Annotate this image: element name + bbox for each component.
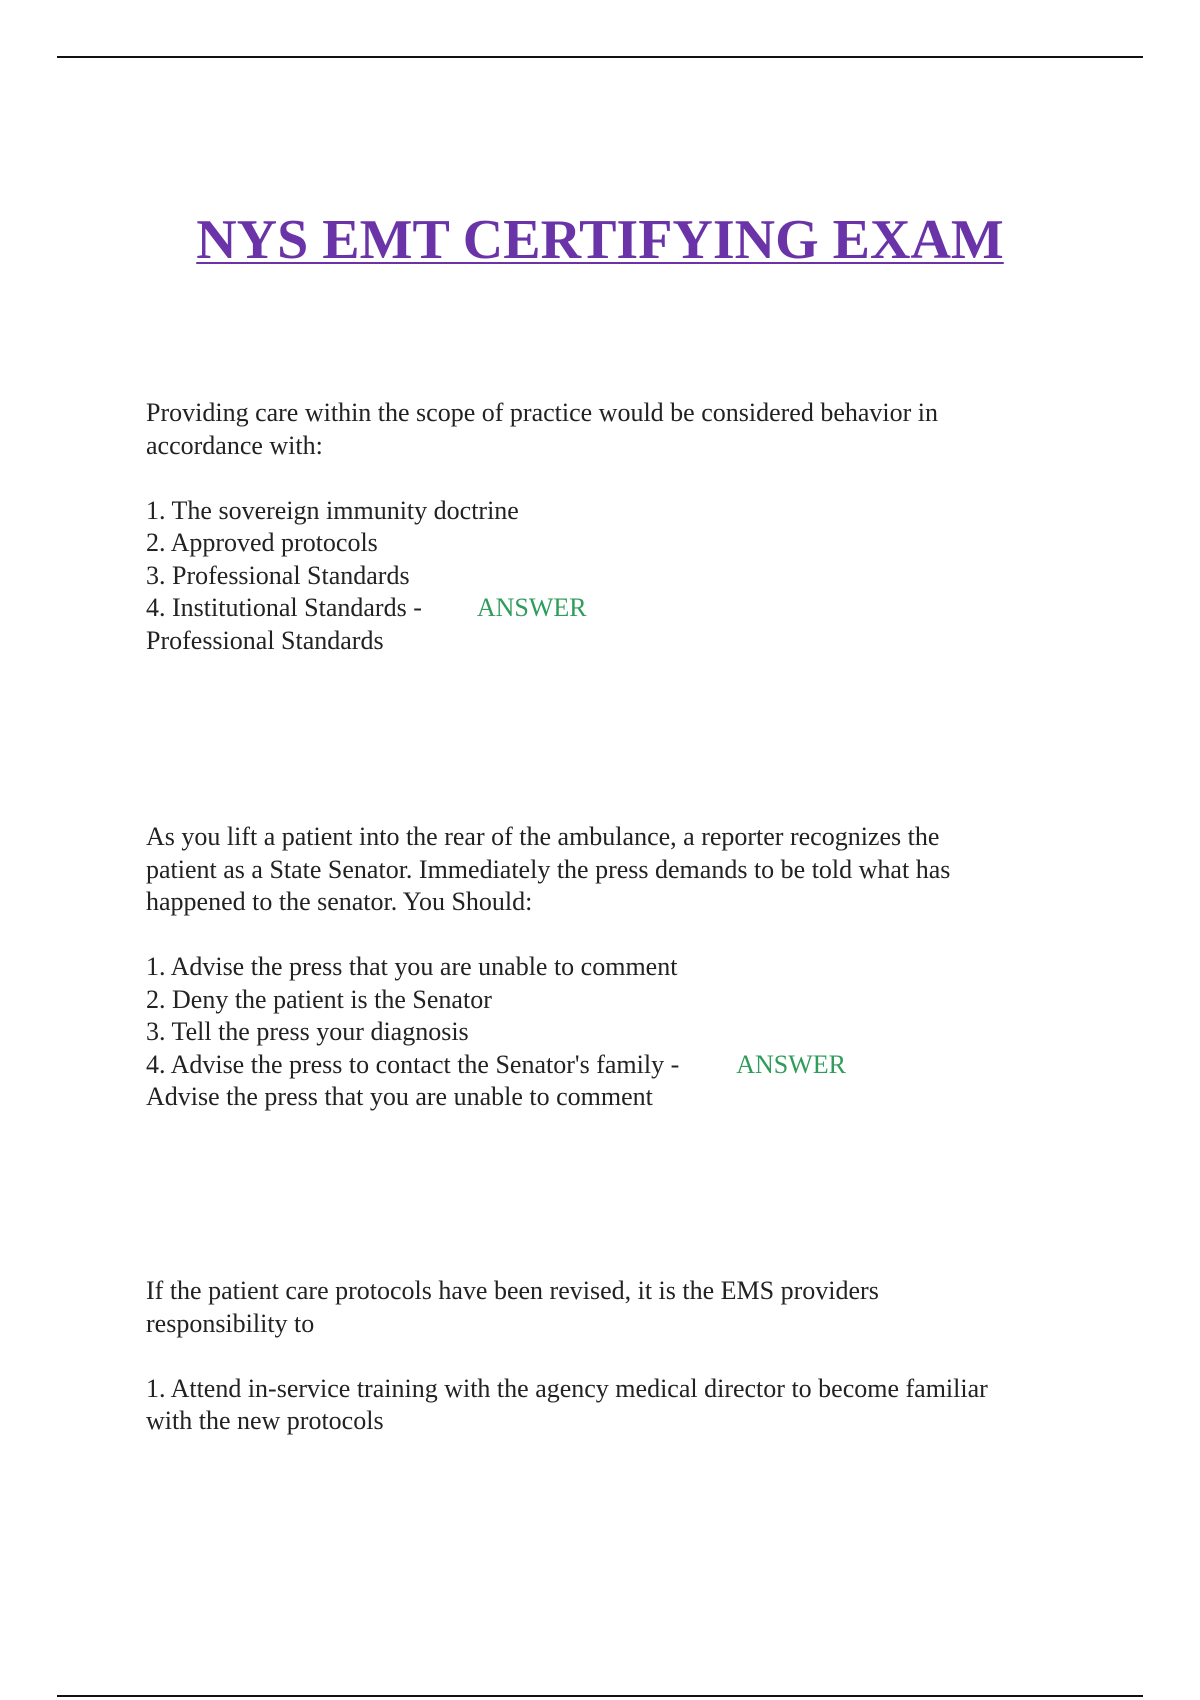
question-stem-line: As you lift a patient into the rear of the ambulance, a reporter recognizes the — [146, 822, 940, 851]
spacer — [146, 1340, 1096, 1373]
spacer — [146, 462, 1096, 495]
option-item: 4. Institutional Standards - — [146, 593, 422, 622]
question-stem-line: responsibility to — [146, 1308, 315, 1338]
page-title: NYS EMT CERTIFYING EXAM — [196, 209, 1004, 271]
top-rule — [57, 56, 1143, 58]
option-item: 1. The sovereign immunity doctrine — [146, 495, 519, 525]
question-3 — [146, 1275, 1096, 1438]
answer-text: Advise the press that you are unable to comment — [146, 1082, 653, 1111]
option-item: 1. Advise the press that you are unable to comment — [146, 952, 678, 981]
answer-label: ANSWER — [736, 1049, 847, 1079]
option-item-with-answer — [146, 592, 1096, 625]
option-item: 4. Advise the press to contact the Senator's family - — [146, 1049, 680, 1079]
option-item: 3. Tell the press your diagnosis — [146, 1017, 469, 1046]
question-2 — [146, 821, 1096, 1114]
question-stem-line: patient as a State Senator. Immediately the press demands to be told what has — [146, 854, 951, 884]
option-item: 1. Attend in-service training with the agency medical director to become familiar — [146, 1373, 988, 1403]
option-item: 3. Professional Standards — [146, 560, 410, 590]
answer-text: Professional Standards — [146, 625, 384, 655]
option-item-with-answer — [146, 1049, 1096, 1082]
question-stem-line: If the patient care protocols have been revised, it is the EMS providers — [146, 1276, 879, 1305]
question-stem-line: accordance with: — [146, 430, 323, 460]
option-item: 2. Deny the patient is the Senator — [146, 984, 492, 1014]
answer-label: ANSWER — [476, 593, 587, 622]
question-1 — [146, 397, 1096, 657]
question-stem-line: Providing care within the scope of practice would be considered behavior in — [146, 398, 939, 427]
option-item: 2. Approved protocols — [146, 528, 378, 557]
bottom-rule — [57, 1695, 1143, 1697]
question-stem-line: happened to the senator. You Should: — [146, 887, 533, 916]
option-item: with the new protocols — [146, 1406, 384, 1435]
spacer — [146, 919, 1096, 952]
